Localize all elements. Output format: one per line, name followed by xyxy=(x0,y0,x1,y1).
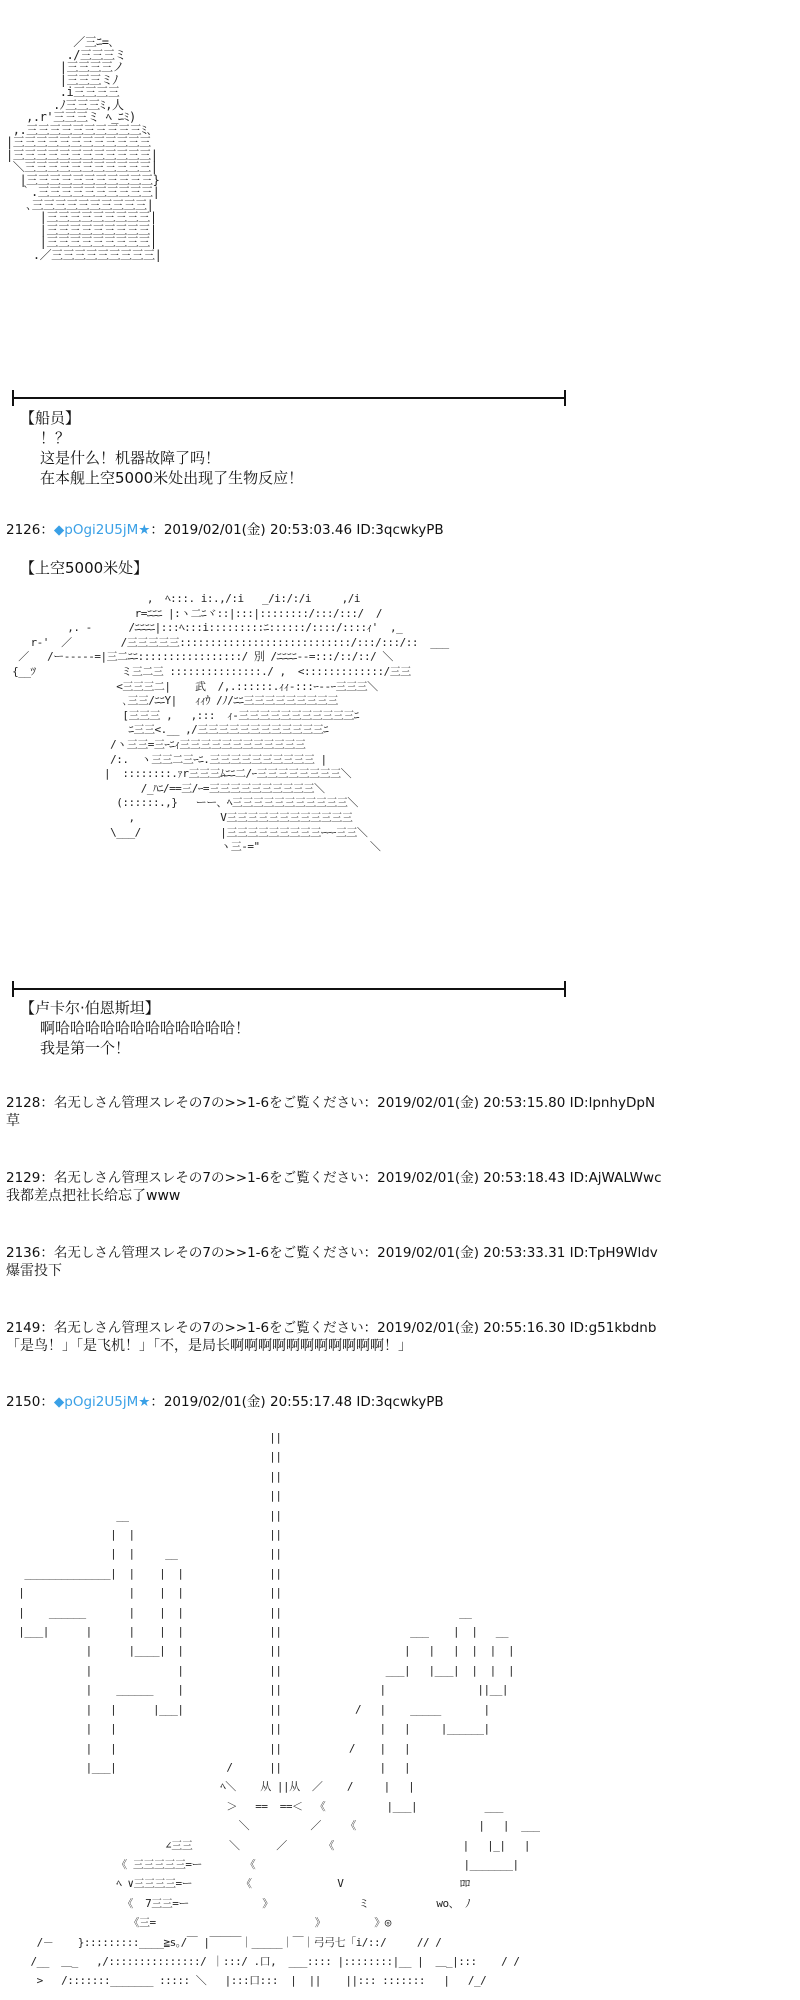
post-body: 「是鸟！」「是飞机！」「不，是局长啊啊啊啊啊啊啊啊啊啊啊！」 xyxy=(6,1338,412,1354)
post-number: 2150 xyxy=(6,1394,41,1410)
reply-post xyxy=(6,1094,655,1130)
speaker-name: 【船员】 xyxy=(20,409,81,427)
post-header xyxy=(6,1393,444,1411)
post-body: 爆雷投下 xyxy=(6,1263,62,1279)
dialogue-block xyxy=(20,558,148,578)
separator: ： xyxy=(40,522,54,538)
post-number: 2136 xyxy=(6,1245,41,1261)
separator: ： xyxy=(40,1095,54,1111)
trip-diamond-icon: ◆ xyxy=(53,522,65,538)
post-header xyxy=(6,521,444,539)
post-number: 2129 xyxy=(6,1170,41,1186)
dialogue-line: 啊哈哈哈哈哈哈哈哈哈哈哈哈！ xyxy=(40,1019,251,1037)
post-number: 2149 xyxy=(6,1320,41,1336)
dialogue-line: 我是第一个！ xyxy=(40,1039,131,1057)
post-meta: 名无しさん管理スレその7の>>1-6をご覧ください：2019/02/01(金) 20:53:33.31 ID:TpH9Wldv xyxy=(53,1245,658,1261)
post-meta: 名无しさん管理スレその7の>>1-6をご覧ください：2019/02/01(金) 20:53:15.80 ID:lpnhyDpN xyxy=(53,1095,656,1111)
post-number: 2128 xyxy=(6,1095,41,1111)
reply-post xyxy=(6,1319,656,1355)
ascii-art-crewman: ／三ﾆ=､ ./三三三ミ |三三三三ノ |三三三ミﾉ .i三三三三 .ﾉ三三三ﾐ,人 ,.r'三三三ミ ﾍ_ﾆﾐ) ,.三三三三三三三三三三ﾐ､ |三三三三三三三三三三三三 |三三三三三三三三三三三三| ＼三三三三三三三三三三三| |三三三三三三三三三三三} ｀.三三三三三三三三三三| ､三三三三三三三三三三| |三三三三三三三三三| |三三三三三三三三三| |三三三三三三三三三| .／三三三三三三三三三| xyxy=(6,35,162,262)
speaker-name: 【卢卡尔·伯恩斯坦】 xyxy=(20,999,160,1017)
tripcode[interactable]: pOgi2U5jM xyxy=(64,522,139,538)
star-icon: ★ xyxy=(138,1394,151,1410)
post-body: 草 xyxy=(6,1113,20,1129)
separator: ： xyxy=(40,1170,54,1186)
reply-post xyxy=(6,1169,662,1205)
divider xyxy=(12,988,566,990)
tripcode[interactable]: pOgi2U5jM xyxy=(64,1394,139,1410)
reply-post xyxy=(6,1244,658,1280)
post-meta: 名无しさん管理スレその7の>>1-6をご覧ください：2019/02/01(金) 20:53:18.43 ID:AjWALWwc xyxy=(53,1170,662,1186)
separator: ： xyxy=(40,1394,54,1410)
dialogue-line: ！？ xyxy=(40,429,71,447)
ascii-art-impact-scene: || || || || __ || | | || | | __ || ______________| | | | || | | | | || | ______ | | | || __ |___| | | | | || ___ | | __ | |____| | || | | | | | | | | || ___| |___| | | | | ______ | || | ||__| | | |___| || / | _____ | | | || | | |______| | | || / | | |___| / || | | ﾍ＼ 从 ||从 ／ / | | ＞ == ==＜ 《 |___| ___ ＼ ／ 《 | | ___ ∠三三 ＼ ／ 《 | |_| | 《 三三三三三=ー 《 |_______| ﾍ ∨三三三三=ー 《 V ﾛﾛ 《 7三三=ー 》 ミ wo、 ﾉ 《三= 》 》◎ /－ }:::::::::____≧s｡/￣ |￣￣￣｜_____｜￣｜弓弓七「i/::/ // / /__ ＿_ ,/:::::::::::::::/ ｜:::/ .口, ___:::: |::::::::|__ | ＿_|::: / / > /:::::::_______ ::::: ＼ |:::口::: | || ||::: ::::::: | /_/ xyxy=(18,1431,540,1988)
post-number: 2126 xyxy=(6,522,41,538)
separator: ： xyxy=(40,1320,54,1336)
dialogue-line: 这是什么！机器故障了吗！ xyxy=(40,449,221,467)
dialogue-block xyxy=(20,408,303,488)
dialogue-block xyxy=(20,998,250,1058)
separator: ： xyxy=(40,1245,54,1261)
star-icon: ★ xyxy=(138,522,151,538)
post-meta: ：2019/02/01(金) 20:55:17.48 ID:3qcwkyPB xyxy=(150,1394,444,1410)
divider xyxy=(12,397,566,399)
post-meta: 名无しさん管理スレその7の>>1-6をご覧ください：2019/02/01(金) 20:55:16.30 ID:g51kbdnb xyxy=(53,1320,657,1336)
ascii-art-sky-scene: , ﾍ:::. i:.,/:i _/i:/:/i ,/i r=ﾆﾆﾆ |:ヽ二ﾆヾ::|:::|::::::::/:::/:::/ / ,. - /ﾆﾆﾆﾆ|:::ﾍ:::i:::::::::ﾆ::::::/::::/::::ｨ' ,_ r-' ／ /三三三三三::::::::::::::::::::::::::::/:::/:::/:: ___ ／ /ー-----=|三二ﾆﾆ:::::::::::::::::/ 別 /ﾆﾆﾆﾆ--=:::/::/::/ ＼ {__ﾂ ミ三二三 :::::::::::::::./ , <:::::::::::::/三三 <三三三二| 武 /,.::::::.ｨｨ-:::ｰ--ｰ三三三＼ ､三三/ﾆﾆY| ｨｨｳ /ﾉ/ﾆﾆ三三三三三三三三三 [三三三 , ,::: ｨ-三三三三三三三三三三三ﾆ ﾆ三三<.__ ,/三三三三三三三三三三三三ﾆ /ヽ三三=三ｰﾆｨ三三三三三三三三三三三三 /:. ヽ三三二三ｰﾆ.三三三三三三三三三三 | | ::::::::.ｧr三三三ﾑﾆﾆ二/ｰ三三三三三三三三＼ /_ﾊﾆ/==三/ｰ=三三三三三三三三三三＼ (::::::.,} ーー、ﾍ三三三三三三三三三三三＼ , V三三三三三三三三三三三三 \___/ |三三三三三三三三三ｰｰｰ三三＼ ヽ三-=" ＼ xyxy=(12,592,449,854)
dialogue-line: 在本舰上空5000米处出现了生物反应！ xyxy=(40,469,304,487)
trip-diamond-icon: ◆ xyxy=(53,1394,65,1410)
speaker-name: 【上空5000米处】 xyxy=(20,559,149,577)
post-body: 我都差点把社长给忘了www xyxy=(6,1188,181,1204)
post-meta: ：2019/02/01(金) 20:53:03.46 ID:3qcwkyPB xyxy=(150,522,444,538)
